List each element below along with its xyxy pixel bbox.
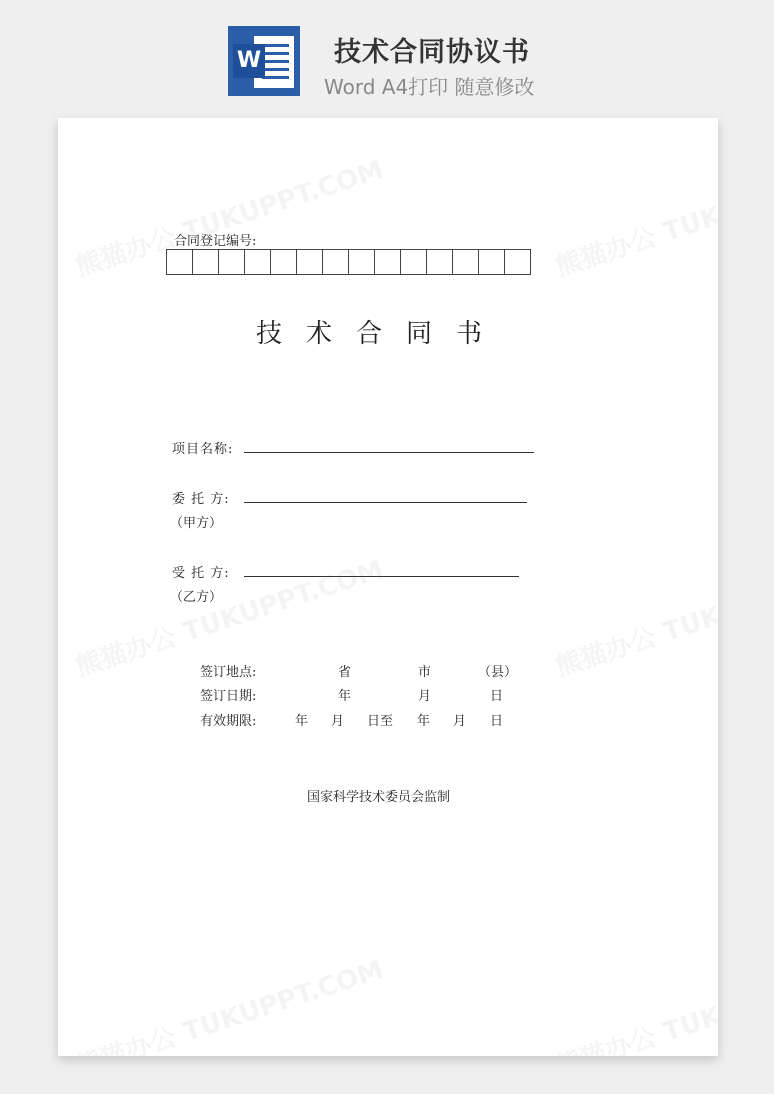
validity-day-to: 日至 — [367, 714, 394, 729]
registration-digit-box[interactable] — [427, 249, 453, 275]
sign-place-province: 省 — [338, 665, 352, 680]
validity-year-start: 年 — [295, 714, 309, 729]
project-name-line[interactable] — [244, 452, 534, 453]
contractor-note: （乙方） — [170, 590, 223, 605]
registration-number-label: 合同登记编号: — [174, 234, 257, 249]
validity-month-start: 月 — [331, 714, 345, 729]
registration-digit-box[interactable] — [453, 249, 479, 275]
registration-digit-box[interactable] — [505, 249, 531, 275]
registration-digit-box[interactable] — [167, 249, 193, 275]
sign-date-month: 月 — [418, 689, 432, 704]
client-note: （甲方） — [170, 516, 223, 531]
sign-date-day: 日 — [490, 689, 504, 704]
validity-label: 有效期限: — [200, 714, 257, 729]
project-name-label: 项目名称: — [172, 442, 234, 457]
sign-place-county: （县） — [478, 665, 518, 680]
registration-digit-box[interactable] — [375, 249, 401, 275]
registration-digit-box[interactable] — [271, 249, 297, 275]
validity-year-end: 年 — [417, 714, 431, 729]
header-title: 技术合同协议书 — [334, 37, 530, 68]
supervisor-note: 国家科学技术委员会监制 — [307, 790, 451, 805]
header-subtitle: Word A4打印 随意修改 — [324, 75, 535, 99]
client-line[interactable] — [244, 502, 527, 503]
validity-month-end: 月 — [453, 714, 467, 729]
sign-date-year: 年 — [338, 689, 352, 704]
registration-digit-box[interactable] — [245, 249, 271, 275]
watermark — [550, 149, 718, 284]
sign-place-city: 市 — [418, 665, 432, 680]
registration-digit-box[interactable] — [401, 249, 427, 275]
watermark — [550, 949, 718, 1056]
registration-digit-box[interactable] — [479, 249, 505, 275]
watermark — [550, 549, 718, 684]
contractor-line[interactable] — [244, 576, 519, 577]
registration-digit-box[interactable] — [349, 249, 375, 275]
sign-place-label: 签订地点: — [200, 665, 257, 680]
registration-digit-box[interactable] — [297, 249, 323, 275]
registration-digit-box[interactable] — [219, 249, 245, 275]
document-title: 技术合同书 — [256, 319, 507, 349]
client-label: 委 托 方: — [172, 492, 230, 507]
registration-digit-box[interactable] — [193, 249, 219, 275]
registration-digit-box[interactable] — [323, 249, 349, 275]
word-logo-icon — [228, 26, 300, 96]
watermark — [70, 949, 387, 1056]
sign-date-label: 签订日期: — [200, 689, 257, 704]
contractor-label: 受 托 方: — [172, 566, 230, 581]
registration-number-boxes — [166, 249, 531, 275]
document-page — [58, 118, 718, 1056]
validity-day-end: 日 — [490, 714, 504, 729]
word-letter-badge: W — [233, 44, 265, 78]
